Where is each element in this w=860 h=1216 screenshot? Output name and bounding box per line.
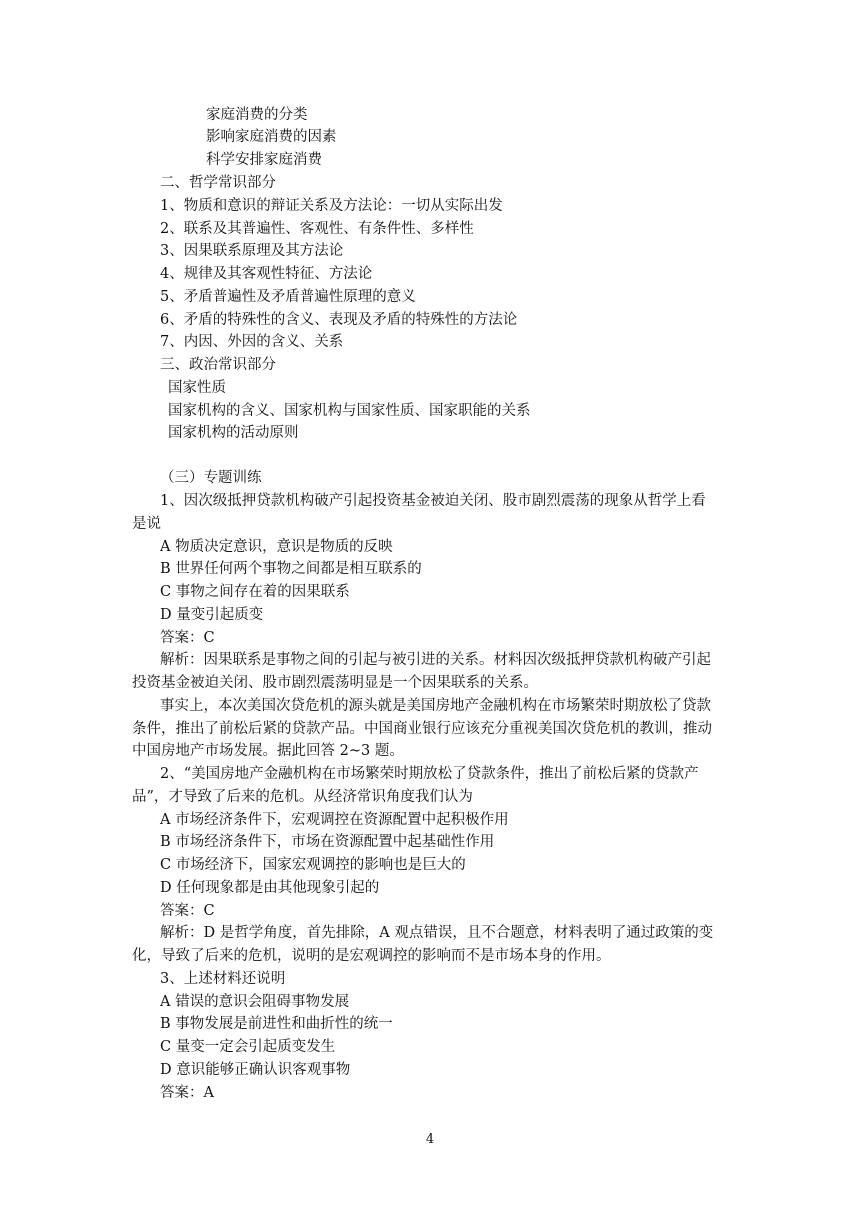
text-line: 家庭消费的分类 [206,107,308,123]
analysis-line: 投资基金被迫关闭、股市剧烈震荡明显是一个因果联系的关系。 [132,675,538,691]
option-a: A 市场经济条件下，宏观调控在资源配置中起积极作用 [160,812,509,828]
option-c: C 事物之间存在着的因果联系 [160,584,350,600]
page-number: 4 [425,1132,435,1147]
analysis-line: 化，导致了后来的危机，说明的是宏观调控的影响而不是市场本身的作用。 [132,948,611,964]
text-line: 4、规律及其客观性特征、方法论 [160,266,373,282]
question-line: 品”，才导致了后来的危机。从经济常识角度我们认为 [132,789,473,805]
option-b: B 事物发展是前进性和曲折性的统一 [160,1016,393,1032]
option-d: D 量变引起质变 [160,607,264,623]
text-line: 条件，推出了前松后紧的贷款产品。中国商业银行应该充分重视美国次贷危机的教训，推动 [132,721,712,737]
answer-line: 答案：A [160,1085,214,1101]
section-heading: （三）专题训练 [160,470,262,486]
text-line: 科学安排家庭消费 [206,152,322,168]
answer-line: 答案：C [160,903,215,919]
option-a: A 物质决定意识，意识是物质的反映 [160,539,393,555]
text-line: 1、物质和意识的辩证关系及方法论：一切从实际出发 [160,198,503,214]
question-line: 2、“美国房地产金融机构在市场繁荣时期放松了贷款条件，推出了前松后紧的贷款产 [160,766,699,782]
option-d: D 意识能够正确认识客观事物 [160,1062,351,1078]
text-line: 事实上，本次美国次贷危机的源头就是美国房地产金融机构在市场繁荣时期放松了贷款 [160,698,711,714]
option-b: B 世界任何两个事物之间都是相互联系的 [160,561,422,577]
question-line: 是说 [132,516,161,532]
option-d: D 任何现象都是由其他现象引起的 [160,880,380,896]
question-line: 1、因次级抵押贷款机构破产引起投资基金被迫关闭、股市剧烈震荡的现象从哲学上看 [160,493,706,509]
option-b: B 市场经济条件下，市场在资源配置中起基础性作用 [160,834,495,850]
answer-line: 答案：C [160,630,215,646]
analysis-line: 解析：D 是哲学角度，首先排除，A 观点错误，且不合题意，材料表明了通过政策的变 [160,925,714,941]
option-c: C 量变一定会引起质变发生 [160,1039,336,1055]
section-heading: 三、政治常识部分 [160,357,276,373]
analysis-line: 解析：因果联系是事物之间的引起与被引进的关系。材料因次级抵押贷款机构破产引起 [160,652,711,668]
text-line: 国家机构的含义、国家机构与国家性质、国家职能的关系 [168,403,531,419]
text-line: 国家机构的活动原则 [168,425,299,441]
option-c: C 市场经济下，国家宏观调控的影响也是巨大的 [160,857,466,873]
text-line: 3、因果联系原理及其方法论 [160,243,344,259]
text-line: 中国房地产市场发展。据此回答 2~3 题。 [132,743,404,759]
text-line: 2、联系及其普遍性、客观性、有条件性、多样性 [160,221,474,237]
text-line: 国家性质 [168,380,226,396]
text-line: 影响家庭消费的因素 [206,129,337,145]
section-heading: 二、哲学常识部分 [160,175,276,191]
question-line: 3、上述材料还说明 [160,971,286,987]
text-line: 6、矛盾的特殊性的含义、表现及矛盾的特殊性的方法论 [160,312,518,328]
text-line: 5、矛盾普遍性及矛盾普遍性原理的意义 [160,289,416,305]
text-line: 7、内因、外因的含义、关系 [160,334,344,350]
option-a: A 错误的意识会阻碍事物发展 [160,994,350,1010]
